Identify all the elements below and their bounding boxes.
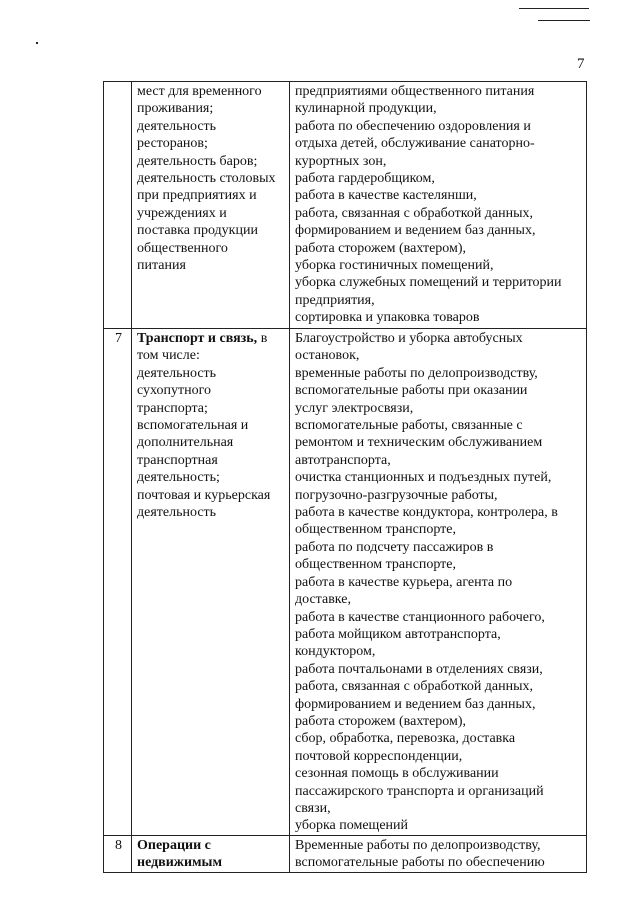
text-line: деятельность [137,118,217,134]
text-line: работа по обеспечению оздоровления и [295,118,531,134]
text-line: формированием и ведением баз данных, [295,696,536,712]
text-line: сухопутного [137,383,211,399]
text-line: работа, связанная с обработкой данных, [295,205,534,221]
text-line: работа по подсчету пассажиров в [295,539,494,555]
text-line: учреждениях и [137,205,227,221]
text-line: работа гардеробщиком, [295,171,435,187]
text-line: деятельность [137,365,217,381]
text-line: сбор, обработка, перевозка, доставка [295,731,516,747]
text-line: связи, [295,800,331,816]
text-line: деятельность столовых [137,171,276,187]
text-line: ресторанов; [137,136,208,152]
text-line: работа почтальонами в отделениях связи, [295,661,543,677]
text-line: деятельность баров; [137,153,258,169]
text-line: вспомогательная и [137,418,249,434]
text-line: общественном транспорте, [295,557,456,573]
text-line: питания [137,258,186,274]
text-line: деятельность; [137,470,220,486]
text-line: вспомогательные работы при оказании [295,383,528,399]
text-line: деятельность [137,505,217,521]
text-line: погрузочно-разгрузочные работы, [295,487,498,503]
text-line: дополнительная [137,435,234,451]
text-line: работа в качестве станционного рабочего, [295,609,545,625]
text-line: работа, связанная с обработкой данных, [295,679,534,695]
scan-dot [36,42,38,44]
text-line: том числе: [137,348,200,364]
text-line: работа сторожем (вахтером), [295,713,467,729]
job-types-cell [290,82,587,329]
text-line: пассажирского транспорта и организаций [295,783,544,799]
text-line: транспорта; [137,400,208,416]
text-line: почтовая и курьерская [137,487,271,503]
economic-activity-cell [132,835,290,872]
table-row-6-continued [104,82,587,329]
section-title-line: Операции с [137,837,211,853]
text-line: почтовой корреспонденции, [295,748,463,764]
text-line: услуг электросвязи, [295,400,414,416]
text-line: временные работы по делопроизводству, [295,365,538,381]
section-title: Транспорт и связь, [137,331,258,346]
text-line: сортировка и упаковка товаров [295,310,480,326]
text-line: Временные работы по делопроизводству, [295,837,541,853]
text-line: доставке, [295,592,351,608]
text-line: общественном транспорте, [295,522,456,538]
table-row-8 [104,835,587,872]
text-line: кулинарной продукции, [295,101,437,117]
text-line: вспомогательные работы по обеспечению [295,855,545,871]
text-line: поставка продукции [137,223,258,239]
economic-activity-cell [132,329,290,836]
text-line: транспортная [137,452,218,468]
text-line: уборка гостиничных помещений, [295,258,494,274]
text-line: уборка помещений [295,818,409,834]
text-line: общественного [137,240,228,256]
text-line: при предприятиях и [137,188,257,204]
text-line: формированием и ведением баз данных, [295,223,536,239]
text-line: предприятиями общественного питания [295,84,535,99]
row-number-cell: 7 [104,329,132,836]
text-line: мест для временного [137,84,262,99]
section-title-suffix: в [257,331,268,346]
scan-mark-top-1 [519,8,589,9]
text-line: работа в качестве кондуктора, контролера, в [295,505,558,521]
text-line: вспомогательные работы, связанные с [295,418,523,434]
text-line: курортных зон, [295,153,387,169]
text-line: остановок, [295,348,360,364]
economic-activity-cell [132,82,290,329]
table-row-7 [104,329,587,836]
text-line: отдыха детей, обслуживание санаторно- [295,136,535,152]
text-line: работа мойщиком автотранспорта, [295,626,501,642]
job-types-cell [290,329,587,836]
page-number: 7 [577,56,585,72]
row-number-cell [104,82,132,329]
text-line: предприятия, [295,292,375,308]
activities-table [103,81,587,873]
text-line: ремонтом и техническим обслуживанием [295,435,543,451]
text-line: очистка станционных и подъездных путей, [295,470,552,486]
text-line: автотранспорта, [295,452,391,468]
text-line: проживания; [137,101,214,117]
section-title-line: недвижимым [137,855,223,871]
text-line: кондуктором, [295,644,376,660]
text-line: Благоустройство и уборка автобусных [295,331,523,346]
text-line: работа в качестве курьера, агента по [295,574,513,590]
text-line: сезонная помощь в обслуживании [295,766,499,782]
text-line: уборка служебных помещений и территории [295,275,562,291]
text-line: работа в качестве кастелянши, [295,188,477,204]
text-line: работа сторожем (вахтером), [295,240,467,256]
job-types-cell [290,835,587,872]
row-number-cell: 8 [104,835,132,872]
scan-mark-top-2 [538,20,590,21]
